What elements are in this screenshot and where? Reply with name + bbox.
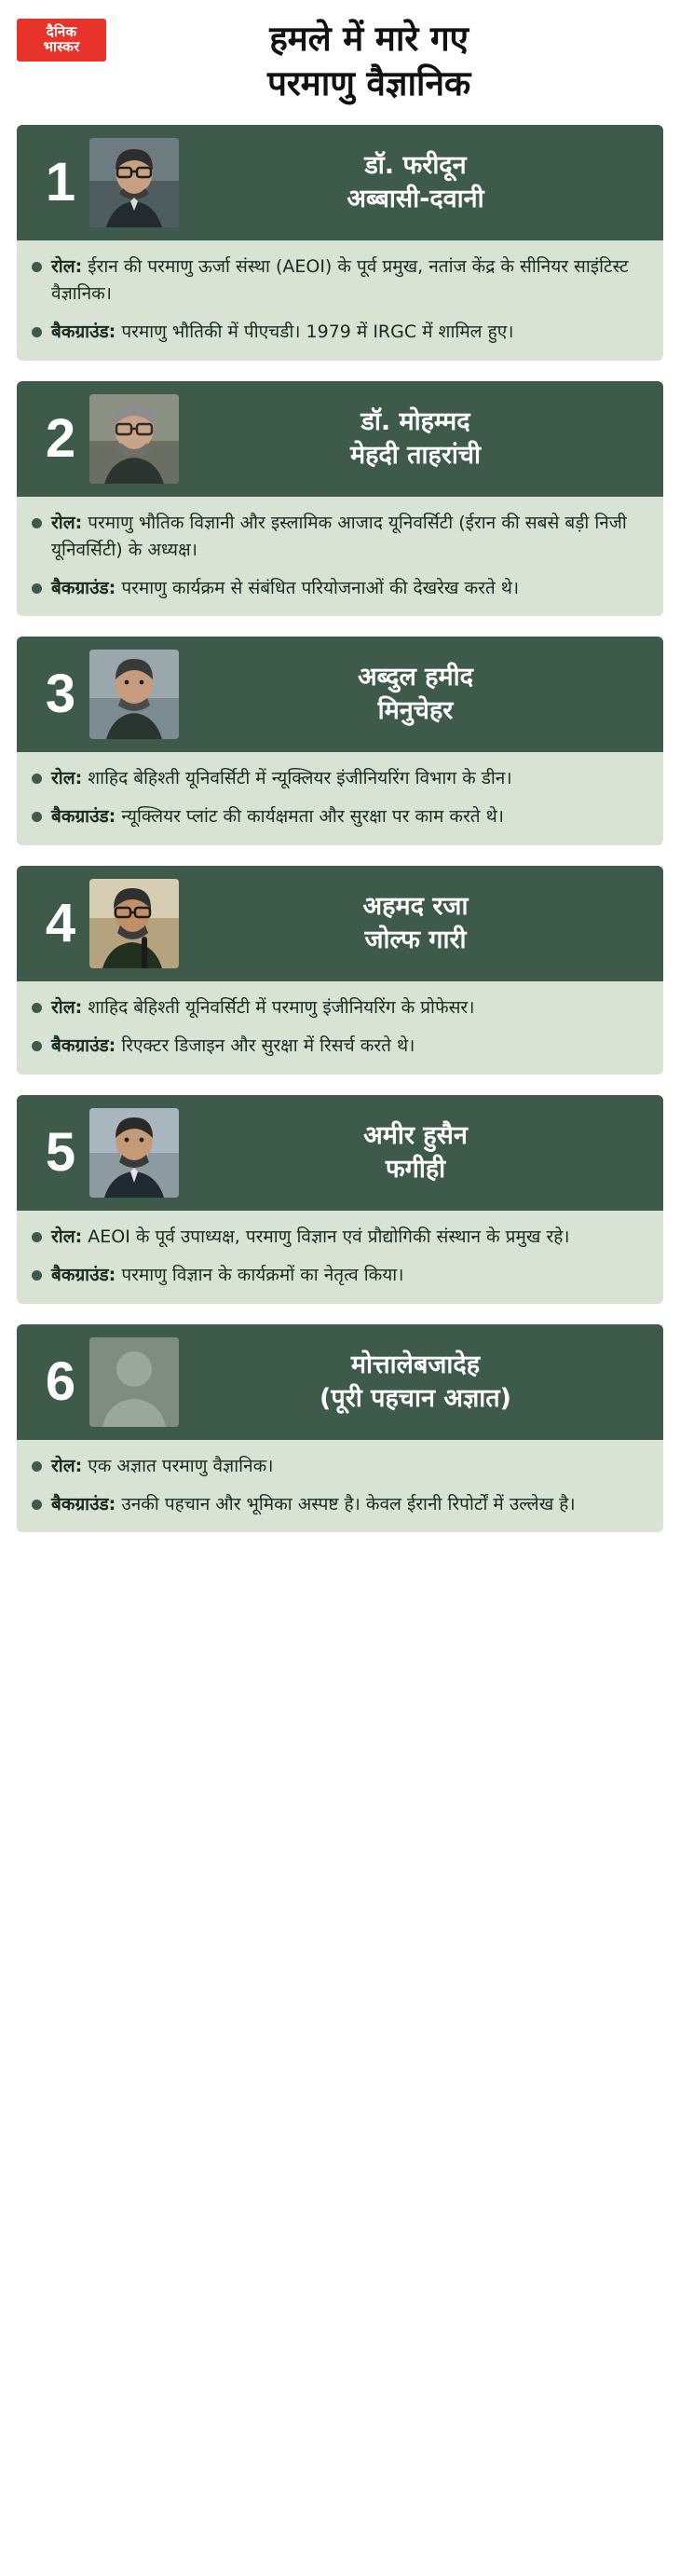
role-bullet: [32, 765, 648, 792]
background-value: रिएक्टर डिजाइन और सुरक्षा में रिसर्च करते थे।: [121, 1035, 415, 1057]
portrait-photo: [89, 1108, 179, 1198]
background-bullet: [32, 1033, 648, 1060]
role-value: शाहिद बेहिश्ती यूनिवर्सिटी में न्यूक्लियर इंजीनियरिंग विभाग के डीन।: [88, 768, 512, 789]
scientist-card: [17, 1324, 663, 1533]
background-label: बैकग्राउंड:: [51, 1493, 116, 1514]
background-text: [51, 1491, 576, 1518]
scientist-card-list: [0, 116, 680, 1532]
bullet-dot-icon: [32, 1270, 42, 1281]
scientist-name: [179, 149, 648, 216]
background-text: [51, 1262, 403, 1289]
background-text: [51, 575, 519, 602]
role-bullet: [32, 1453, 648, 1480]
background-value: न्यूक्लियर प्लांट की कार्यक्षमता और सुरक्षा पर काम करते थे।: [121, 806, 504, 828]
portrait-photo: [89, 394, 179, 484]
card-header: [17, 1095, 663, 1211]
scientist-card: [17, 1095, 663, 1304]
role-text: [51, 253, 648, 308]
bullet-dot-icon: [32, 812, 42, 822]
rank-number: 4: [45, 893, 76, 954]
background-bullet: [32, 803, 648, 830]
card-header: [17, 381, 663, 497]
scientist-name-line2: फगीही: [385, 1154, 446, 1184]
rank-number: 2: [45, 407, 76, 469]
bullet-dot-icon: [32, 518, 42, 528]
card-body: [17, 240, 663, 361]
infographic-header: [0, 0, 680, 116]
role-bullet: [32, 510, 648, 564]
scientist-name: [179, 1349, 648, 1416]
background-label: बैकग्राउंड:: [51, 806, 116, 828]
scientist-name: [179, 1119, 648, 1186]
brand-logo: [17, 19, 106, 62]
card-header: [17, 1324, 663, 1440]
card-body: [17, 1211, 663, 1304]
bullet-dot-icon: [32, 1500, 42, 1510]
scientist-name-line2: अब्बासी-दवानी: [347, 185, 484, 214]
rank-number: 6: [45, 1350, 76, 1412]
role-value: AEOI के पूर्व उपाध्यक्ष, परमाणु विज्ञान एवं प्रौद्योगिकी संस्थान के प्रमुख रहे।: [88, 1226, 570, 1247]
role-label: रोल:: [51, 997, 83, 1019]
portrait-photo: [89, 879, 179, 968]
scientist-card: [17, 125, 663, 361]
card-body: [17, 497, 663, 617]
bullet-dot-icon: [32, 583, 42, 594]
role-label: रोल:: [51, 1455, 83, 1476]
role-bullet: [32, 994, 648, 1021]
role-value: ईरान की परमाणु ऊर्जा संस्था (AEOI) के पूर्व प्रमुख, नतांज केंद्र के सीनियर साइंटिस्ट वैज्ञानिक।: [51, 256, 629, 305]
brand-logo-line2: भास्कर: [43, 38, 80, 55]
scientist-name-line1: अब्दुल हमीद: [358, 663, 473, 692]
role-label: रोल:: [51, 256, 83, 278]
scientist-name: [179, 890, 648, 957]
rank-number: 5: [45, 1121, 76, 1183]
scientist-card: [17, 866, 663, 1075]
role-bullet: [32, 253, 648, 308]
brand-logo-line1: दैनिक: [46, 23, 77, 41]
bullet-dot-icon: [32, 1461, 42, 1472]
rank-number: 3: [45, 664, 76, 725]
role-bullet: [32, 1224, 648, 1251]
card-body: [17, 752, 663, 845]
background-bullet: [32, 1491, 648, 1518]
role-value: परमाणु भौतिक विज्ञानी और इस्लामिक आजाद यूनिवर्सिटी (ईरान की सबसे बड़ी निजी यूनिवर्सिटी) के अध्यक्ष।: [51, 512, 627, 560]
background-value: परमाणु कार्यक्रम से संबंधित परियोजनाओं की देखरेख करते थे।: [121, 577, 520, 598]
background-bullet: [32, 319, 648, 346]
scientist-name-line2: जोल्फ गारी: [364, 925, 467, 955]
scientist-name-line2: मिनुचेहर: [377, 696, 454, 726]
background-bullet: [32, 1262, 648, 1289]
page-title: [17, 17, 663, 106]
bullet-dot-icon: [32, 262, 42, 272]
role-label: रोल:: [51, 1226, 83, 1247]
card-header: [17, 125, 663, 240]
scientist-name-line1: अहमद रजा: [362, 892, 469, 922]
rank-number: 1: [45, 152, 76, 213]
background-text: [51, 803, 504, 830]
bullet-dot-icon: [32, 1003, 42, 1013]
scientist-name-line2: (पूरी पहचान अज्ञात): [320, 1383, 511, 1413]
role-text: [51, 994, 474, 1021]
bullet-dot-icon: [32, 327, 42, 337]
background-label: बैकग्राउंड:: [51, 577, 116, 598]
portrait-photo: [89, 650, 179, 739]
bullet-dot-icon: [32, 1232, 42, 1242]
card-body: [17, 1440, 663, 1533]
background-label: बैकग्राउंड:: [51, 1035, 116, 1057]
role-text: [51, 765, 512, 792]
scientist-name-line1: अमीर हुसैन: [363, 1120, 468, 1150]
portrait-photo: [89, 138, 179, 227]
page-title-line2: परमाणु वैज्ञानिक: [266, 63, 471, 104]
scientist-name: [179, 661, 648, 728]
bullet-dot-icon: [32, 1041, 42, 1051]
scientist-name-line1: मोत्तालेबजादेह: [350, 1350, 481, 1379]
role-text: [51, 1453, 273, 1480]
silhouette-placeholder: [89, 1337, 179, 1427]
card-header: [17, 866, 663, 981]
scientist-name-line1: डॉ. फरीदून: [364, 151, 467, 181]
bullet-dot-icon: [32, 774, 42, 784]
role-text: [51, 510, 648, 564]
role-label: रोल:: [51, 512, 83, 533]
role-value: शाहिद बेहिश्ती यूनिवर्सिटी में परमाणु इंजीनियरिंग के प्रोफेसर।: [88, 997, 475, 1019]
page-title-line1: हमले में मारे गए: [269, 19, 469, 59]
background-value: परमाणु विज्ञान के कार्यक्रमों का नेतृत्व किया।: [121, 1264, 404, 1285]
scientist-name-line2: मेहदी ताहरांची: [349, 440, 482, 470]
card-header: [17, 637, 663, 752]
scientist-name-line1: डॉ. मोहम्मद: [360, 406, 470, 436]
role-label: रोल:: [51, 768, 83, 789]
role-value: एक अज्ञात परमाणु वैज्ञानिक।: [88, 1455, 274, 1476]
role-text: [51, 1224, 570, 1251]
background-bullet: [32, 575, 648, 602]
background-text: [51, 1033, 415, 1060]
background-value: उनकी पहचान और भूमिका अस्पष्ट है। केवल ईरानी रिपोर्टों में उल्लेख है।: [121, 1493, 576, 1514]
background-text: [51, 319, 513, 346]
background-label: बैकग्राउंड:: [51, 1264, 116, 1285]
scientist-name: [179, 405, 648, 473]
scientist-card: [17, 381, 663, 617]
card-body: [17, 981, 663, 1075]
background-value: परमाणु भौतिकी में पीएचडी। 1979 में IRGC में शामिल हुए।: [121, 321, 514, 342]
scientist-card: [17, 637, 663, 845]
background-label: बैकग्राउंड:: [51, 321, 116, 342]
